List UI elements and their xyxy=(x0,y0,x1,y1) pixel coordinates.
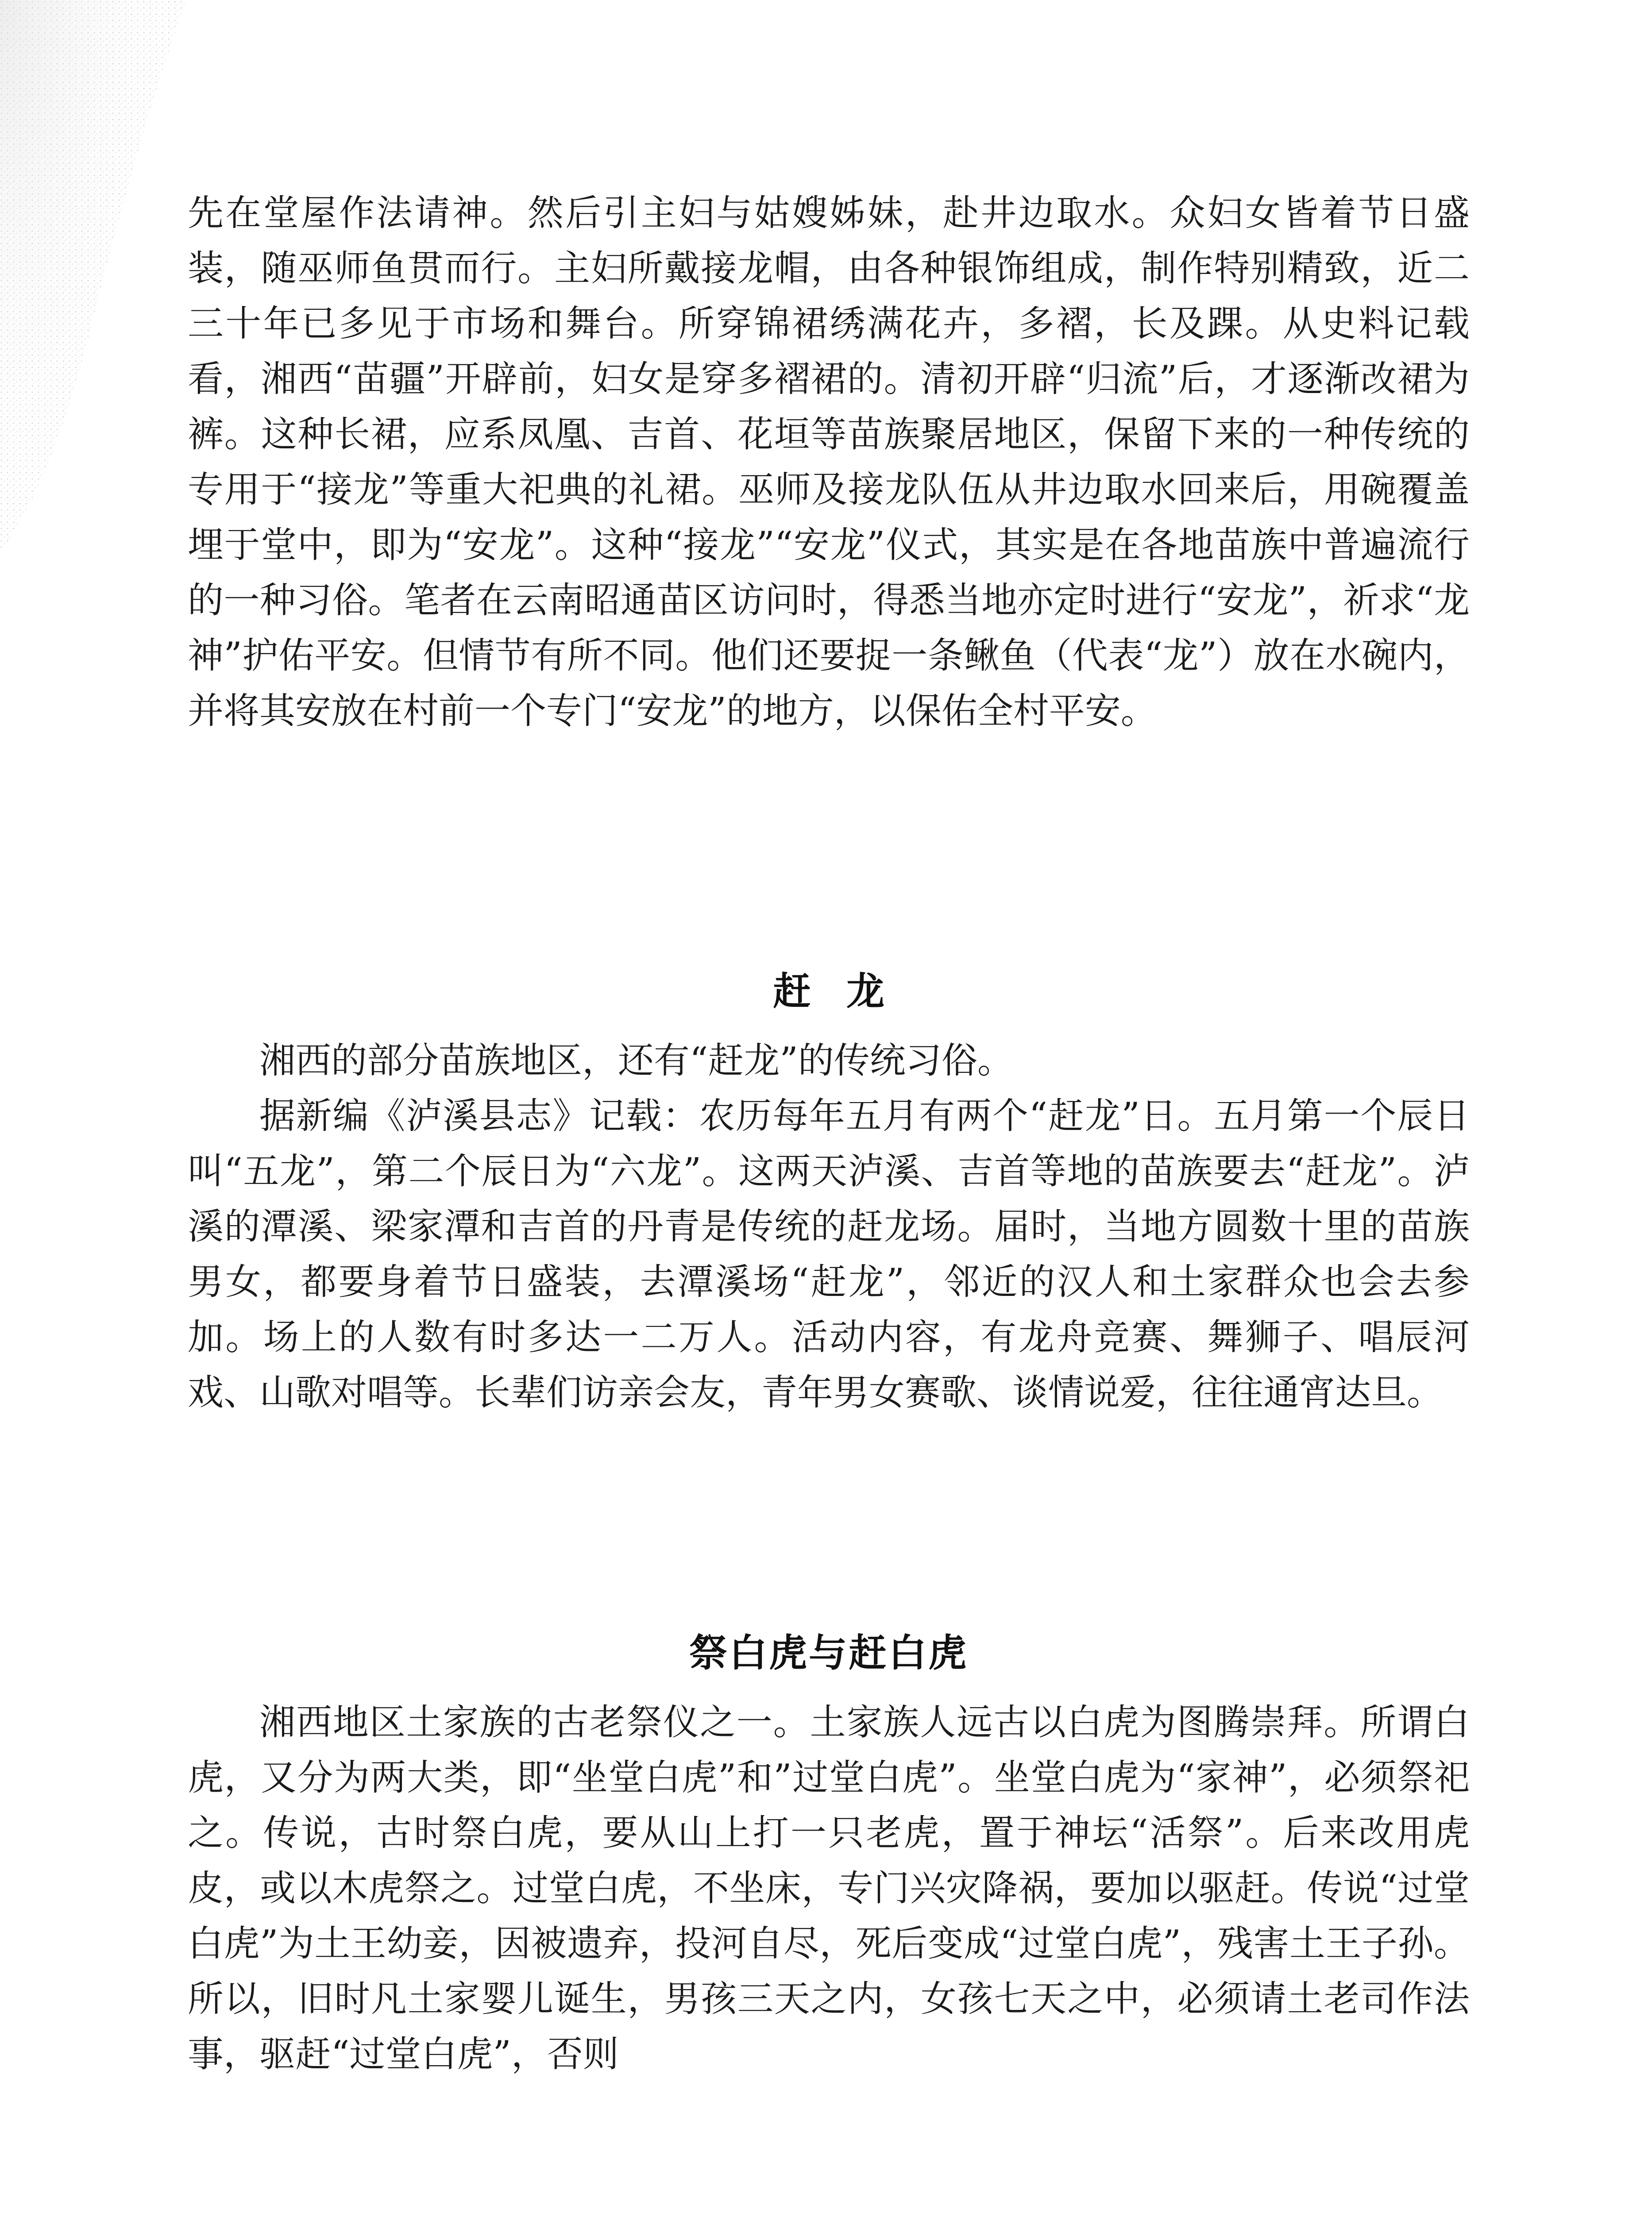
body-text-baihu xyxy=(188,1695,1470,2082)
body-text-ganlong xyxy=(188,1033,1470,1421)
section-title-baihu: 祭白虎与赶白虎 xyxy=(689,1631,968,1675)
section-title-ganlong: 赶龙 xyxy=(773,969,920,1014)
body-text-top xyxy=(188,186,1470,739)
paragraph: 据新编《泸溪县志》记载：农历每年五月有两个“赶龙”日。五月第一个辰日叫“五龙”，第二个辰日为“六龙”。这两天泸溪、吉首等地的苗族要去“赶龙”。泸溪的潭溪、梁家潭和吉首的丹青是传统的赶龙场。届时，当地方圆数十里的苗族男女，都要身着节日盛装，去潭溪场“赶龙”，邻近的汉人和土家群众也会去参加。场上的人数有时多达一二万人。活动内容，有龙舟竞赛、舞狮子、唱辰河戏、山歌对唱等。长辈们访亲会友，青年男女赛歌、谈情说爱，往往通宵达旦。 xyxy=(188,1095,1470,1414)
paragraph: 先在堂屋作法请神。然后引主妇与姑嫂姊妹，赴井边取水。众妇女皆着节日盛装，随巫师鱼贯而行。主妇所戴接龙帽，由各种银饰组成，制作特别精致，近二三十年已多见于市场和舞台。所穿锦裙绣满花卉，多褶，长及踝。从史料记载看，湘西“苗疆”开辟前，妇女是穿多褶裙的。清初开辟“归流”后，才逐渐改裙为裤。这种长裙，应系凤凰、吉首、花垣等苗族聚居地区，保留下来的一种传统的专用于“接龙”等重大祀典的礼裙。巫师及接龙队伍从井边取水回来后，用碗覆盖埋于堂中，即为“安龙”。这种“接龙”“安龙”仪式，其实是在各地苗族中普遍流行的一种习俗。笔者在云南昭通苗区访问时，得悉当地亦定时进行“安龙”，祈求“龙神”护佑平安。但情节有所不同。他们还要捉一条鳅鱼（代表“龙”）放在水碗内，并将其安放在村前一个专门“安龙”的地方，以保佑全村平安。 xyxy=(188,193,1470,732)
paragraph: 湘西地区土家族的古老祭仪之一。土家族人远古以白虎为图腾崇拜。所谓白虎，又分为两大类，即“坐堂白虎”和”过堂白虎”。坐堂白虎为“家神”，必须祭祀之。传说，古时祭白虎，要从山上打一只老虎，置于神坛“活祭”。后来改用虎皮，或以木虎祭之。过堂白虎，不坐床，专门兴灾降祸，要加以驱赶。传说“过堂白虎”为土王幼妾，因被遗弃，投河自尽，死后变成“过堂白虎”，残害土王子孙。所以，旧时凡土家婴儿诞生，男孩三天之内，女孩七天之中，必须请土老司作法事，驱赶“过堂白虎”，否则 xyxy=(188,1702,1470,2075)
decorative-corner-texture xyxy=(0,0,186,553)
paragraph: 湘西的部分苗族地区，还有“赶龙”的传统习俗。 xyxy=(259,1040,1013,1082)
